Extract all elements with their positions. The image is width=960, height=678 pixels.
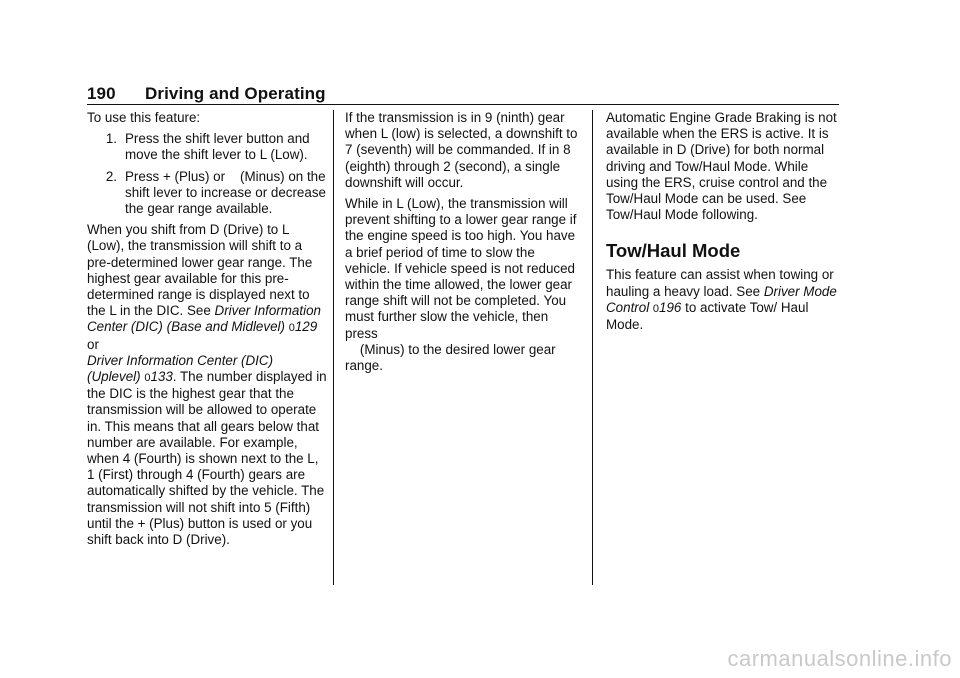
step-number: 1. xyxy=(105,131,117,147)
step-text: Press the shift lever button and move the shift lever to L (Low). xyxy=(125,131,310,163)
paragraph-text: When you shift from D (Drive) to L (Low), the transmission will shift to a pre-determined lower gear range. The highest gear available for this pre-determined range is displayed next to the L in the DIC. See xyxy=(87,222,313,319)
paragraph-text: to activate Tow/ Haul Mode. xyxy=(606,299,809,333)
list-item xyxy=(87,169,327,218)
column-right xyxy=(606,110,839,338)
page-ref-196[interactable]: 196 xyxy=(659,299,682,315)
intro-text: To use this feature: xyxy=(87,110,201,125)
header-rule xyxy=(87,104,839,105)
column-middle xyxy=(345,110,581,379)
step-text-part: (Minus) on the shift lever to increase or decrease the gear range available. xyxy=(125,168,326,217)
column-left xyxy=(87,110,327,553)
page-ref-icon: 0 xyxy=(652,302,660,315)
step-text-part: Press + (Plus) or xyxy=(125,168,226,184)
low-gear-paragraph xyxy=(345,196,581,374)
tow-haul-link[interactable]: Tow/Haul Mode xyxy=(606,207,699,223)
section-title: Tow/Haul Mode xyxy=(606,240,741,262)
page-ref-icon: 0 xyxy=(144,372,151,385)
paragraph-text: While in L (Low), the transmission will prevent shifting to a lower gear range if the engine speed is too high. You have a brief period of time to slow the vehicle. If vehicle speed is not reduced within the time allowed, the lower gear range shift will not be completed. You must further slow the vehicle, then press xyxy=(345,196,577,341)
page-header xyxy=(87,84,326,104)
column-divider xyxy=(333,110,334,585)
downshift-paragraph: If the transmission is in 9 (ninth) gear when L (low) is selected, a downshift to 7 (seventh) will be commanded. If in 8 (eighth) through 2 (second), a single downshift will occur. xyxy=(345,110,578,190)
page-ref-icon: 0 xyxy=(288,322,295,335)
tow-haul-paragraph xyxy=(606,267,839,333)
step-text xyxy=(125,169,327,218)
page-ref-129[interactable]: 129 xyxy=(294,319,318,335)
paragraph-text: (Minus) to the desired lower gear range. xyxy=(345,341,556,374)
dic-base-link[interactable]: Driver Information Center (DIC) (Base and Midlevel) xyxy=(87,303,321,335)
paragraph-text: This feature can assist when towing or hauling a heavy load. See xyxy=(606,267,834,299)
watermark: carmanualsonline.info xyxy=(727,646,952,671)
page-number: 190 xyxy=(87,84,116,103)
chapter-title: Driving and Operating xyxy=(145,84,326,103)
step-number: 2. xyxy=(105,168,117,184)
grade-braking-paragraph xyxy=(606,110,839,223)
dic-paragraph xyxy=(87,222,327,548)
paragraph-text: following. xyxy=(702,207,758,223)
column-divider xyxy=(592,110,593,585)
driver-mode-control-link[interactable]: Driver Mode Control xyxy=(606,283,837,315)
paragraph-text: . The number displayed in the DIC is the highest gear that the transmission will be allowed to operate in. This means that all gears below that number are available. For example, when 4 (Fourth) is shown next to the L, 1 (First) through 4 (Fourth) gears are automatically shifted by the vehicle. The transmission will not shift into 5 (Fifth) until the + (Plus) button is used or you shift back into D (Drive). xyxy=(87,369,327,548)
paragraph-text: Automatic Engine Grade Braking is not available when the ERS is active. It is available in D (Drive) for both normal driving and Tow/Haul Mode. While using the ERS, cruise control and the Tow/Haul Mode can be used. See xyxy=(606,110,837,207)
steps-list xyxy=(87,131,327,217)
page-ref-133[interactable]: 133 xyxy=(150,369,173,385)
dic-uplevel-link[interactable]: Driver Information Center (DIC) (Uplevel) xyxy=(87,352,274,385)
list-item xyxy=(87,131,327,163)
paragraph-text: or xyxy=(87,336,99,352)
